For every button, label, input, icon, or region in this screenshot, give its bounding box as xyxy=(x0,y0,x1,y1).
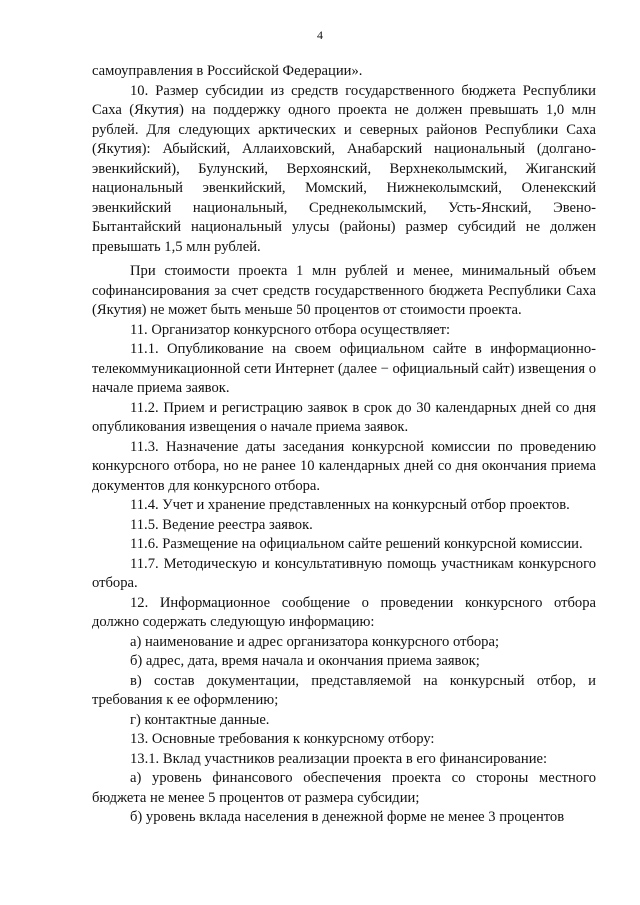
paragraph: 10. Размер субсидии из средств государственного бюджета Республики Саха (Якутия) на поддержку одного проекта не должен превышать 1,0 млн рублей. Для следующих арктических и северных районов Республики Саха (Якутия): Абыйский, Аллаиховский, Анабарский национальный (долгано-эвенкийский), Булунский, Верхоянский, Верхнеколымский, Жиганский национальный эвенкийский, Момский, Нижнеколымский, Оленекский эвенкийский национальный, Среднеколымский, Усть-Янский, Эвено-Бытантайский национальный улусы (районы) размер субсидий не должен превышать 1,5 млн рублей. xyxy=(92,82,596,255)
page-number: 4 xyxy=(317,28,323,42)
paragraph: 13.1. Вклад участников реализации проекта в его финансирование: xyxy=(130,750,548,767)
paragraph: 11.6. Размещение на официальном сайте решений конкурсной комиссии. xyxy=(130,536,583,552)
list-item: в) состав документации, представляемой на конкурсный отбор, и требования к ее оформлению; xyxy=(92,672,596,708)
list-item: а) уровень финансового обеспечения проекта со стороны местного бюджета не менее 5 процентов от размера субсидии; xyxy=(92,770,596,806)
list-item: а) наименование и адрес организатора конкурсного отбора; xyxy=(130,633,500,650)
paragraph: 13. Основные требования к конкурсному отбору: xyxy=(130,731,435,747)
paragraph: 12. Информационное сообщение о проведении конкурсного отбора должно содержать следующую информацию: xyxy=(92,594,596,630)
document-body xyxy=(92,62,596,828)
paragraph: 11.4. Учет и хранение представленных на конкурсный отбор проектов. xyxy=(130,497,570,513)
paragraph: самоуправления в Российской Федерации». xyxy=(92,63,363,79)
list-item: г) контактные данные. xyxy=(130,711,270,728)
paragraph: 11.2. Прием и регистрацию заявок в срок до 30 календарных дней со дня опубликования извещения о начале приема заявок. xyxy=(92,399,596,435)
paragraph: 11.1. Опубликование на своем официальном сайте в информационно-телекоммуникационной сети Интернет (далее − официальный сайт) извещения о начале приема заявок. xyxy=(92,341,596,396)
paragraph: При стоимости проекта 1 млн рублей и менее, минимальный объем софинансирования за счет средств государственного бюджета Республики Саха (Якутия) не может быть меньше 50 процентов от стоимости проекта. xyxy=(92,263,596,318)
paragraph: 11.5. Ведение реестра заявок. xyxy=(130,516,313,533)
paragraph: 11. Организатор конкурсного отбора осуществляет: xyxy=(130,321,451,338)
list-item: б) адрес, дата, время начала и окончания приема заявок; xyxy=(130,653,480,669)
paragraph: 11.7. Методическую и консультативную помощь участникам конкурсного отбора. xyxy=(92,555,596,591)
list-item: б) уровень вклада населения в денежной форме не менее 3 процентов xyxy=(130,809,565,825)
paragraph: 11.3. Назначение даты заседания конкурсной комиссии по проведению конкурсного отбора, но не ранее 10 календарных дней со дня окончания приема документов для конкурсного отбора. xyxy=(92,438,596,494)
